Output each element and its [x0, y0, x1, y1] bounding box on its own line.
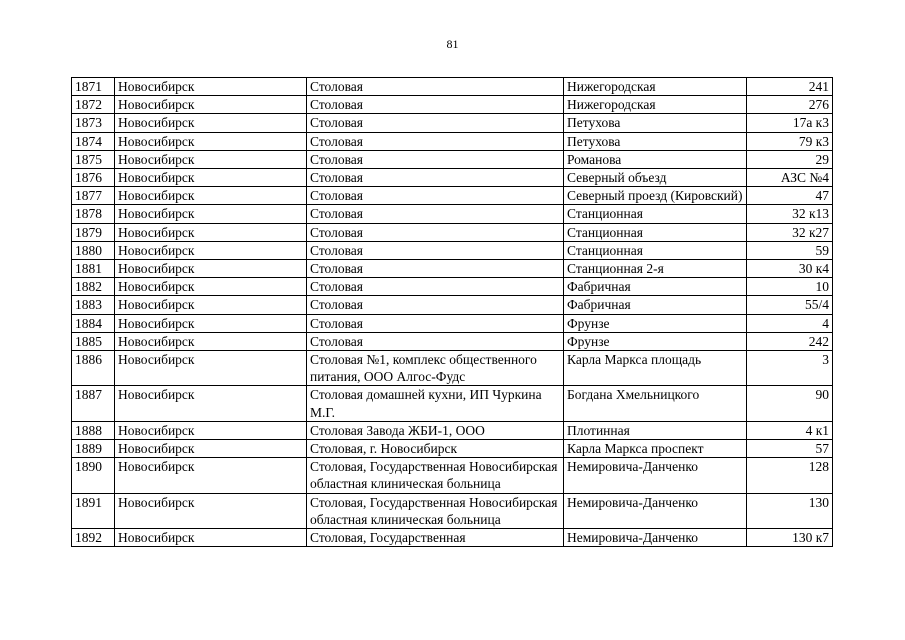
row-number-cell: 1871	[72, 78, 115, 96]
table-row	[72, 169, 833, 187]
table-row	[72, 132, 833, 150]
catering-table	[71, 77, 833, 547]
row-number-cell: 1884	[72, 314, 115, 332]
city-cell: Новосибирск	[115, 205, 307, 223]
establishment-name-cell: Столовая	[307, 205, 564, 223]
table-row	[72, 351, 833, 386]
table-row	[72, 241, 833, 259]
house-number-cell: 57	[747, 440, 833, 458]
row-number-cell: 1880	[72, 241, 115, 259]
page-number: 81	[446, 37, 459, 51]
establishment-name-cell: Столовая	[307, 223, 564, 241]
house-number-cell: 55/4	[747, 296, 833, 314]
table-row	[72, 332, 833, 350]
table-row	[72, 440, 833, 458]
row-number-cell: 1892	[72, 529, 115, 547]
table-row	[72, 114, 833, 132]
house-number-cell: 32 к13	[747, 205, 833, 223]
table-row	[72, 314, 833, 332]
city-cell: Новосибирск	[115, 278, 307, 296]
establishment-name-cell: Столовая домашней кухни, ИП Чуркина М.Г.	[307, 386, 564, 421]
row-number-cell: 1885	[72, 332, 115, 350]
establishment-name-cell: Столовая	[307, 314, 564, 332]
establishment-name-cell: Столовая	[307, 296, 564, 314]
establishment-name-cell: Столовая	[307, 187, 564, 205]
city-cell: Новосибирск	[115, 440, 307, 458]
table-row	[72, 493, 833, 528]
row-number-cell: 1882	[72, 278, 115, 296]
house-number-cell: 276	[747, 96, 833, 114]
house-number-cell: 32 к27	[747, 223, 833, 241]
establishment-name-cell: Столовая №1, комплекс общественного питания, ООО Алгос-Фудс	[307, 351, 564, 386]
street-cell: Нижегородская	[564, 78, 747, 96]
house-number-cell: 29	[747, 150, 833, 168]
table-row	[72, 150, 833, 168]
street-cell: Станционная	[564, 241, 747, 259]
house-number-cell: 3	[747, 351, 833, 386]
street-cell: Нижегородская	[564, 96, 747, 114]
city-cell: Новосибирск	[115, 458, 307, 493]
city-cell: Новосибирск	[115, 187, 307, 205]
street-cell: Богдана Хмельницкого	[564, 386, 747, 421]
street-cell: Немировича-Данченко	[564, 493, 747, 528]
row-number-cell: 1889	[72, 440, 115, 458]
city-cell: Новосибирск	[115, 169, 307, 187]
house-number-cell: 17а к3	[747, 114, 833, 132]
establishment-name-cell: Столовая Завода ЖБИ-1, ООО	[307, 421, 564, 439]
table-row	[72, 529, 833, 547]
city-cell: Новосибирск	[115, 314, 307, 332]
table-row	[72, 278, 833, 296]
street-cell: Петухова	[564, 114, 747, 132]
city-cell: Новосибирск	[115, 114, 307, 132]
establishment-name-cell: Столовая, Государственная	[307, 529, 564, 547]
house-number-cell: 4	[747, 314, 833, 332]
house-number-cell: 30 к4	[747, 260, 833, 278]
row-number-cell: 1890	[72, 458, 115, 493]
house-number-cell: 4 к1	[747, 421, 833, 439]
table-row	[72, 260, 833, 278]
row-number-cell: 1878	[72, 205, 115, 223]
establishment-name-cell: Столовая, г. Новосибирск	[307, 440, 564, 458]
city-cell: Новосибирск	[115, 260, 307, 278]
establishment-name-cell: Столовая	[307, 150, 564, 168]
establishment-name-cell: Столовая	[307, 241, 564, 259]
house-number-cell: 47	[747, 187, 833, 205]
house-number-cell: 130 к7	[747, 529, 833, 547]
row-number-cell: 1872	[72, 96, 115, 114]
street-cell: Фрунзе	[564, 332, 747, 350]
table-row	[72, 78, 833, 96]
house-number-cell: 242	[747, 332, 833, 350]
establishment-name-cell: Столовая	[307, 169, 564, 187]
table-row	[72, 205, 833, 223]
table-row	[72, 296, 833, 314]
house-number-cell: 59	[747, 241, 833, 259]
city-cell: Новосибирск	[115, 78, 307, 96]
establishment-name-cell: Столовая	[307, 96, 564, 114]
city-cell: Новосибирск	[115, 493, 307, 528]
street-cell: Карла Маркса проспект	[564, 440, 747, 458]
house-number-cell: АЗС №4	[747, 169, 833, 187]
row-number-cell: 1886	[72, 351, 115, 386]
table-row	[72, 223, 833, 241]
street-cell: Станционная	[564, 205, 747, 223]
street-cell: Северный проезд (Кировский)	[564, 187, 747, 205]
table-body	[72, 78, 833, 547]
table-row	[72, 421, 833, 439]
row-number-cell: 1877	[72, 187, 115, 205]
city-cell: Новосибирск	[115, 351, 307, 386]
street-cell: Немировича-Данченко	[564, 529, 747, 547]
row-number-cell: 1879	[72, 223, 115, 241]
street-cell: Карла Маркса площадь	[564, 351, 747, 386]
establishment-name-cell: Столовая, Государственная Новосибирская областная клиническая больница	[307, 458, 564, 493]
table-row	[72, 386, 833, 421]
city-cell: Новосибирск	[115, 132, 307, 150]
table-row	[72, 187, 833, 205]
establishment-name-cell: Столовая	[307, 114, 564, 132]
street-cell: Фрунзе	[564, 314, 747, 332]
street-cell: Станционная	[564, 223, 747, 241]
table-row	[72, 458, 833, 493]
row-number-cell: 1891	[72, 493, 115, 528]
city-cell: Новосибирск	[115, 223, 307, 241]
city-cell: Новосибирск	[115, 150, 307, 168]
row-number-cell: 1881	[72, 260, 115, 278]
street-cell: Фабричная	[564, 296, 747, 314]
establishment-name-cell: Столовая	[307, 132, 564, 150]
row-number-cell: 1874	[72, 132, 115, 150]
city-cell: Новосибирск	[115, 332, 307, 350]
row-number-cell: 1876	[72, 169, 115, 187]
establishment-name-cell: Столовая	[307, 332, 564, 350]
street-cell: Фабричная	[564, 278, 747, 296]
house-number-cell: 128	[747, 458, 833, 493]
house-number-cell: 241	[747, 78, 833, 96]
row-number-cell: 1875	[72, 150, 115, 168]
table-row	[72, 96, 833, 114]
row-number-cell: 1888	[72, 421, 115, 439]
city-cell: Новосибирск	[115, 386, 307, 421]
row-number-cell: 1873	[72, 114, 115, 132]
house-number-cell: 79 к3	[747, 132, 833, 150]
city-cell: Новосибирск	[115, 296, 307, 314]
city-cell: Новосибирск	[115, 241, 307, 259]
street-cell: Плотинная	[564, 421, 747, 439]
street-cell: Северный объезд	[564, 169, 747, 187]
street-cell: Станционная 2-я	[564, 260, 747, 278]
establishment-name-cell: Столовая	[307, 260, 564, 278]
street-cell: Немировича-Данченко	[564, 458, 747, 493]
establishment-name-cell: Столовая, Государственная Новосибирская областная клиническая больница	[307, 493, 564, 528]
row-number-cell: 1887	[72, 386, 115, 421]
row-number-cell: 1883	[72, 296, 115, 314]
establishment-name-cell: Столовая	[307, 278, 564, 296]
house-number-cell: 10	[747, 278, 833, 296]
street-cell: Петухова	[564, 132, 747, 150]
city-cell: Новосибирск	[115, 421, 307, 439]
street-cell: Романова	[564, 150, 747, 168]
city-cell: Новосибирск	[115, 529, 307, 547]
house-number-cell: 90	[747, 386, 833, 421]
city-cell: Новосибирск	[115, 96, 307, 114]
house-number-cell: 130	[747, 493, 833, 528]
establishment-name-cell: Столовая	[307, 78, 564, 96]
